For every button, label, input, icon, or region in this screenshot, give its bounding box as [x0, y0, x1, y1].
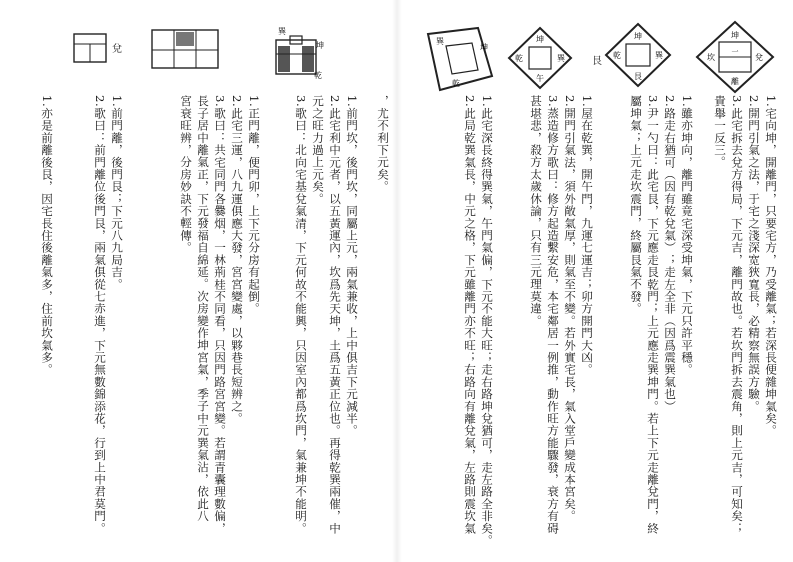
text-column: ，尤不利下元矣。: [376, 95, 390, 193]
diagram-label: 坤: [634, 32, 642, 41]
text-column: 1.正門離，便門卯，上下元分房有起倒。: [247, 95, 261, 315]
text-column: 2.此局乾巽氣長，中元之格，下元雖離門亦不旺；右路向有離兌氣，左路則震坎氣: [463, 95, 477, 535]
diagram-gen-house: [604, 22, 672, 88]
diagram-floor-plan: [150, 26, 220, 70]
text-column: 2.開門引氣法，須外敞氣厚，則氣至不變。若外實宅長，氣入堂戶變成本宮矣。: [563, 95, 577, 523]
text-column: 1.前門坎，後門坎，同屬上元，兩氣兼收，上中俱吉下元減半。: [345, 95, 359, 437]
text-column: 2.路走右猶可（因有乾兌氣）；走左全非（因爲震巽氣也）: [663, 95, 677, 413]
text-column: 屬坤氣；上元走坎震門，終屬艮氣不發。: [629, 95, 643, 315]
text-column: 2.此宅利中元者，以五黃運內，坎爲先天坤，土爲五黃正位也。再得乾巽兩催，中: [328, 95, 342, 535]
diagram-label: 坤: [731, 31, 739, 40]
diagram-label: 一: [731, 48, 739, 56]
text-column: 3.此宅拆去兌方得局，下元吉，離門故也。若坎門拆去震角，則上元吉，可知矣；: [730, 95, 744, 535]
text-column: 3.蒸造修方歌曰：修方起造繫安危，本宅鄰居一例推，動作旺方能驟發，衰方有碍: [546, 95, 560, 535]
diagram-kun-house: [695, 20, 775, 94]
text-column: 3.歌曰：北向宅基兌氣清，下元何故不能興，只因室內都爲坎門，氣兼坤不能明。: [294, 95, 308, 535]
text-column: 1.屋在乾巽，開午門，九運七運吉；卯方開門大凶。: [580, 95, 594, 376]
diagram-tilted-house: [416, 26, 500, 94]
diagram-label: 坤: [480, 43, 488, 52]
diagram-label: 巽: [655, 51, 663, 60]
diagram-label: 坤: [536, 35, 544, 44]
text-column: 長子居中離氣正，下元發福自綿延。次房變作坤宮氣，季子中元巽氣沾，依此八: [196, 95, 210, 522]
text-column: 1.亦是前離後艮，因宅長住後離氣多，住前坎氣多。: [40, 95, 54, 376]
text-column: 2.此宅三運，八九運俱應大發，宮宮變處，以夥巷長短辨之。: [230, 95, 244, 425]
diagram-label: 午: [536, 74, 544, 83]
diagram-label: 巽: [278, 27, 286, 36]
text-column: 3.尹一勺曰：此宅艮，下元應走艮乾門；上元應走巽坤門。若上下元走離兌門，終: [646, 95, 660, 535]
diagram-label: 艮: [634, 72, 642, 81]
diagram-label: 乾: [314, 71, 322, 80]
diagram-small-plan: [72, 32, 108, 64]
diagram-label: 離: [731, 77, 739, 86]
text-column: 宮衰旺辨，分房妙訣不輕傳。: [179, 95, 193, 254]
diagram-qianxun-house: [507, 26, 573, 90]
text-column: 貴舉一反三。: [713, 95, 727, 169]
text-column: 元之旺力過上元矣。: [311, 95, 325, 205]
diagram-label: 巽: [557, 54, 565, 63]
text-column: 1.此宅深長終得巽氣，午門氣偏，下元不能大旺；走右路坤兌猶可，走左路全非矣。: [480, 95, 494, 547]
diagram-label: 乾: [613, 51, 621, 60]
diagram-label: 坤: [316, 41, 324, 50]
text-column: 2.開門引氣之法，于宅之淺深宽狹寬長，必精察無誤方驗。: [747, 95, 761, 413]
diagram-label: 乾: [515, 54, 523, 63]
text-column: 1.宅向坤，開離門，只要宅方，乃受離氣；若深長便雜坤氣矣。: [764, 95, 778, 437]
diagram-label: 巽: [436, 37, 444, 46]
text-column: 甚堪悲，殺方太歲休論，只有三元理莫違。: [529, 95, 543, 327]
text-column: 1.前門離，後門艮；下元八九局吉。: [110, 95, 124, 291]
diagram-label: 坎: [707, 53, 715, 62]
diagram-outside-label: 艮: [592, 56, 602, 67]
page-gutter: [392, 0, 402, 562]
text-column: 3.歌曰：共宅同門各爨烟，一林荊桂不同看，只因門路宮宮變。若謂青囊理數偏，: [213, 95, 227, 535]
diagram-label: 乾: [452, 79, 460, 88]
diagram-label: 兌: [755, 53, 763, 62]
text-column: 1.雖亦坤向，離門雖竟宅深受坤氣，下元只許平穩。: [680, 95, 694, 376]
text-column: 2.歌曰：前門離位後門艮，兩氣俱從七赤進，下元無數錦添花，行到上中君莫門。: [93, 95, 107, 535]
diagram-building: [268, 24, 324, 80]
diagram-outside-label: 兌: [112, 44, 122, 55]
